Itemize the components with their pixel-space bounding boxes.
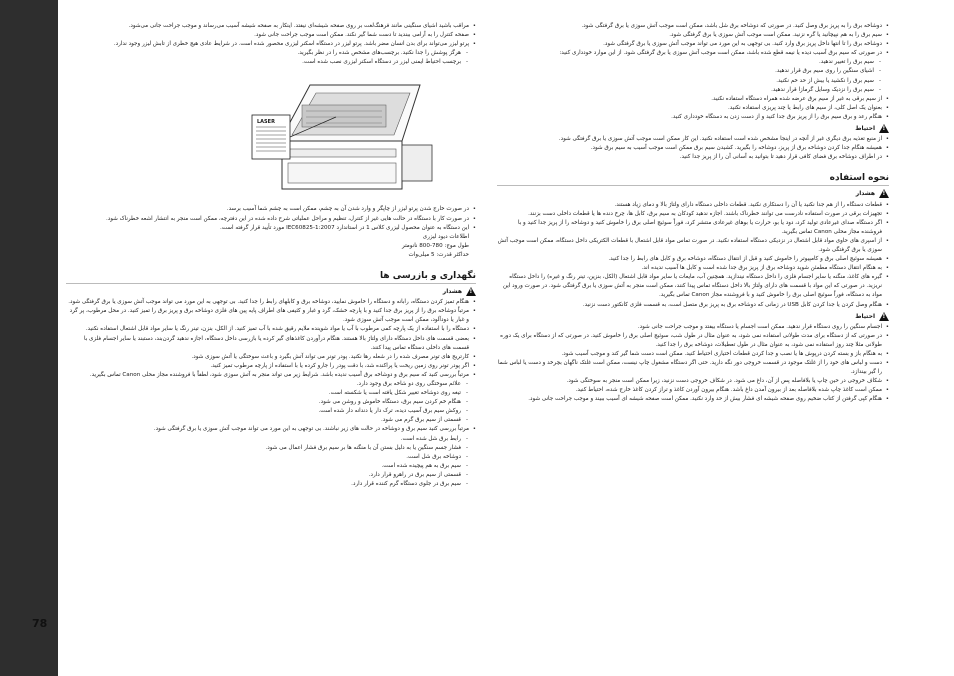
laser-spec-line: طول موج: 780-800 نانومتر — [401, 242, 469, 249]
list-subitem: - قسمتی از سیم برق در راهرو قرار دارد. — [66, 471, 476, 480]
list-subitem: - سیم برق را نکشید یا بیش از حد خم نکنید. — [497, 77, 889, 86]
list-item: • دوشاخه برق را به پریز برق وصل کنید. در صورتی که دوشاخه برق شل باشد، ممکن است موجب آتش سوزی یا برق گرفتگی شود. — [497, 22, 889, 31]
list-subitem: - قسمتی از سیم برق گرم می شود. — [66, 416, 476, 425]
list-subitem: - دوشاخه برق شل است. — [66, 453, 476, 462]
list-subitem: - علائم سوختگی روی دو شاخه برق وجود دارد. — [66, 380, 476, 389]
printer-illustration-icon — [250, 71, 440, 199]
caution-icon — [879, 312, 889, 321]
list-item: • به هنگام باز و بسته کردن درپوش ها یا نصب و جدا کردن قطعات اختیاری احتیاط کنید. ممکن است دست شما گیر کند و موجب آسیب شود. — [497, 350, 889, 359]
laser-spec-line: اطلاعات دیود لیزری — [422, 233, 469, 240]
left-column — [66, 22, 476, 489]
caution-callout: ! احتیاط — [497, 124, 889, 133]
list-item: • هنگام وصل کردن یا جدا کردن کابل USB در زمانی که دوشاخه برق به پریز برق متصل است، به قسمت فلزی کانکتور دست نزنید. — [497, 301, 889, 310]
left-warning-list — [66, 298, 476, 380]
list-subitem: - سیم برق را نزدیک وسایل گرمازا قرار ندهید. — [497, 86, 889, 95]
list-item: • تجهیزات برقی در صورت استفاده نادرست می توانند خطرناک باشند. اجازه ندهید کودکان به سیم برق، کابل ها، چرخ دنده ها یا قطعات داخلی دست بزنند. — [497, 210, 889, 219]
warning-icon — [879, 189, 889, 198]
list-item: • مراقب باشید اشیای سنگینی مانند فرهنگ‌لغت بر روی صفحه شیشه‌ای نیفتد. اینکار به صفحه شیشه آسیب می‌رساند و موجب جراحت جانی می‌شود. — [66, 22, 476, 31]
list-item: • از سیم برقی به غیر از سیم برق عرضه شده همراه دستگاه استفاده نکنید. — [497, 95, 889, 104]
page-number: 78 — [32, 617, 48, 630]
list-item: • در صورت کار با دستگاه در حالت هایی غیر از کنترل، تنظیم و مراحل عملیاتی شرح داده شده در این دفترچه، ممکن است منجر به انتشار اشعه خطرناک شود. — [66, 215, 476, 224]
list-item: • بعضی قسمت های داخل دستگاه دارای ولتاژ بالا هستند. هنگام درآوردن کاغذهای گیر کرده یا بازرسی داخل دستگاه، اجازه ندهید گردن‌بند، دستبند یا سایر اجسام فلزی با قسمت های داخلی دستگاه تماس پیدا کنند. — [66, 335, 476, 353]
section-heading-maintenance: نگهداری و بازرسی ها — [66, 270, 476, 284]
list-subitem: - رابط برق شل شده است. — [66, 435, 476, 444]
list-item: • اگر دستگاه صدای غیرعادی تولید کرد، دود یا بو، حرارت یا بوهای غیرعادی منتشر کرد، فوراً سوئیچ اصلی برق را خاموش کنید و دوشاخه را از پریز جدا کنید و با فروشنده مجاز محلی Canon تماس بگیرید. — [497, 219, 889, 237]
list-subitem: - فشار جسم سنگین یا به دلیل بستن آن با منگنه ها بر سیم برق فشار اعمال می شود. — [66, 444, 476, 453]
list-item: • قطعات دستگاه را از هم جدا نکنید یا آن را دستکاری نکنید. قطعات داخلی دستگاه دارای ولتاژ بالا و دمای زیاد هستند. — [497, 201, 889, 210]
right-usage-list — [497, 201, 889, 310]
list-item: • در صورتی که از دستگاه برای مدت طولانی استفاده نمی شود، به عنوان مثال در طول شب، سوئیچ اصلی برق را خاموش کنید. در صورتی که از دستگاه برای یک دوره طولانی مثلا چند روز استفاده نمی شود، به عنوان مثال در طول تعطیلات، دوشاخه برق را جدا کنید. — [497, 332, 889, 350]
warning-callout: ! هشدار — [66, 287, 476, 296]
list-subitem: - هنگام خم کردن سیم برق، دستگاه خاموش و روشن می شود. — [66, 398, 476, 407]
list-item: • اگر پودر تونر روی زمین ریخت یا پراکنده شد، با دقت پودر را جارو کرده یا با استفاده از پارچه مرطوب تمیز کنید. — [66, 362, 476, 371]
right-top-sublist — [497, 58, 889, 94]
list-item: • اجسام سنگین را روی دستگاه قرار ندهید. ممکن است اجسام یا دستگاه بیفتد و موجب جراحت جانی شود. — [497, 323, 889, 332]
list-item: • به هنگام انتقال دستگاه مطمئن شوید دوشاخه برق از پریز برق جدا شده است و کابل ها آسیب ندیده اند. — [497, 264, 889, 273]
warning-icon — [466, 287, 476, 296]
caution-icon — [879, 124, 889, 133]
list-subitem: - هرگز پوشش را جدا نکنید. برچسب‌های مشخص شده را در نظر بگیرید. — [66, 49, 476, 58]
laser-spec-line: حداکثر قدرت: 5 میلی‌وات — [408, 251, 469, 258]
list-item: • هنگام رعد و برق سیم برق را از پریز برق جدا کنید و از دست زدن به دستگاه خودداری کنید. — [497, 113, 889, 122]
list-item: • در اطراف دوشاخه برق فضای کافی قرار دهید تا بتوانید به آسانی آن را از پریز جدا کنید. — [497, 153, 889, 162]
list-subitem: - برچسب احتیاط ایمنی لیزر در دستگاه اسکنر لیزری نصب شده است. — [66, 58, 476, 67]
figure-label-text: LASER — [257, 119, 275, 126]
list-item: • همیشه سوئیچ اصلی برق و کامپیوتر را خاموش کنید و قبل از انتقال دستگاه، دوشاخه برق و کابل های رابط را جدا کنید. — [497, 255, 889, 264]
left-more-list — [66, 425, 476, 434]
list-item: • از اسپری های حاوی مواد قابل اشتعال در نزدیکی دستگاه استفاده نکنید. در صورت تماس مواد قابل اشتعال با قطعات الکتریکی داخل دستگاه، ممکن است موجب آتش سوزی یا برق گرفتگی شود. — [497, 237, 889, 255]
list-item: • دستگاه را با استفاده از یک پارچه کمی مرطوب با آب یا مواد شوینده ملایم رقیق شده با آب تمیز کنید. از الکل، بنزن، تینر رنگ یا سایر مواد قابل اشتعال استفاده نکنید. — [66, 325, 476, 334]
list-item: • این دستگاه به عنوان محصول لیزری کلاس 1 در استاندارد IEC60825-1:2007 مورد تأیید قرار گرفته است. — [66, 224, 476, 233]
list-item: • از منبع تغذیه برق دیگری غیر از آنچه در اینجا مشخص شده است استفاده نکنید. این کار ممکن است موجب آتش سوزی یا برق گرفتگی شود. — [497, 135, 889, 144]
left-mid-list — [66, 205, 476, 232]
left-bottom-sublist — [66, 435, 476, 490]
right-caution2-list — [497, 323, 889, 405]
list-item: • شکاف خروجی در حین چاپ یا بلافاصله پس از آن، داغ می شود. در شکاف خروجی دست نزنید، زیرا ممکن است منجر به سوختگی شود. — [497, 377, 889, 386]
list-item: • بعنوان یک اصل کلی، از سیم های رابط یا چند پریزی استفاده نکنید. — [497, 104, 889, 113]
list-item: • در صورتی که سیم برق آسیب دیده یا نیمه قطع شده باشد، ممکن است موجب آتش سوزی یا برق گرفتگی شود. از این موارد خودداری کنید: — [497, 49, 889, 58]
left-top-sublist — [66, 49, 476, 67]
right-column — [497, 22, 889, 405]
list-item: • مرتباً بررسی کنید که سیم برق و دوشاخه برق آسیب ندیده باشد. شرایط زیر می تواند منجر به آتش سوزی شود، لطفاً با فروشنده مجاز محلی Canon تماس بگیرید. — [66, 371, 476, 380]
list-item: • ممکن است کاغذ چاپ شده بلافاصله بعد از بیرون آمدن داغ باشد. هنگام بیرون آوردن کاغذ و تراز کردن کاغذ خارج شده، احتیاط کنید. — [497, 386, 889, 395]
list-subitem: - تیغه روی دوشاخه تغییر شکل یافته است یا شکسته است. — [66, 389, 476, 398]
list-subitem: - سیم برق در جلوی دستگاه گرم کننده قرار دارد. — [66, 480, 476, 489]
page-sidebar-bar — [0, 0, 58, 676]
left-top-list — [66, 22, 476, 49]
list-item: • صفحه کنترل را به آرامی ببندید تا دست شما گیر نکند. ممکن است موجب جراحت جانی شود. — [66, 31, 476, 40]
list-item: • دست و لباس های خود را از غلتک موجود در قسمت خروجی دور نگه دارید. حتی اگر دستگاه مشغول چاپ نیست، ممکن است غلتک ناگهان بچرخد و دست یا لباس شما را گیر بیندازد. — [497, 359, 889, 377]
list-item: • مرتباً دوشاخه برق را از پریز برق جدا کنید و با پارچه خشک، گرد و غبار و کثیفی های اطراف پایه پین های فلزی دوشاخه برق و پریز برق را تمیز کنید. در محل مرطوب، پر گرد و غبار یا دودآلود، ممکن است موجب آتش سوزی شود. — [66, 307, 476, 325]
list-item: • هنگام تمیز کردن دستگاه، رابانه و دستگاه را خاموش نمایید، دوشاخه برق و کابلهای رابط را جدا کنید. بی توجهی به این مورد می تواند موجب آتش سوزی یا برق گرفتگی شود. — [66, 298, 476, 307]
caution-callout-2: ! احتیاط — [497, 312, 889, 321]
list-subitem: - سیم برق به هم پیچیده شده است. — [66, 462, 476, 471]
list-item: • در صورت خارج شدن پرتو لیزر از چاپگر و وارد شدن آن به چشم، ممکن است به چشم شما آسیب برسد. — [66, 205, 476, 214]
list-item: • هنگام کپی گرفتن از کتاب ضخیم روی صفحه شیشه ای فشار بیش از حد وارد نکنید. ممکن است صفحه شیشه ای آسیب ببیند و موجب جراحت جانی شود. — [497, 395, 889, 404]
list-item: • همیشه هنگام جدا کردن دوشاخه برق از پریز، دوشاخه را بگیرید. کشیدن سیم برق ممکن است موجب آسیب به سیم برق شود. — [497, 144, 889, 153]
right-top-list — [497, 22, 889, 58]
list-item: • دوشاخه برق را تا انتها داخل پریز برق وارد کنید. بی توجهی به این مورد می تواند موجب آتش سوزی یا برق گرفتگی شود. — [497, 40, 889, 49]
list-item: • سیم برق را به هم نپیچانید یا گره نزنید. ممکن است موجب آتش سوزی یا برق گرفتگی شود. — [497, 31, 889, 40]
right-mid-list — [497, 95, 889, 122]
section-heading-usage: نحوه استفاده — [497, 172, 889, 186]
left-condition-sublist — [66, 380, 476, 425]
list-subitem: - اشیای سنگین را روی سیم برق قرار ندهید. — [497, 67, 889, 76]
laser-specs-list — [66, 233, 476, 260]
list-item: • گیره های کاغذ، منگنه یا سایر اجسام فلزی را داخل دستگاه نیندازید. همچنین آب، مایعات یا سایر مواد قابل اشتعال (الکل، بنزین، تینر رنگ و غیره) را داخل دستگاه نریزید. در صورتی که این مواد با قسمت های دارای ولتاژ بالا داخل دستگاه تماس پیدا کنند، ممکن است منجر به آتش سوزی یا برق گرفتگی شود. در صورت ورود این مواد به دستگاه، فوراً سوئیچ اصلی برق را خاموش کنید و با فروشنده مجاز Canon تماس بگیرید. — [497, 273, 889, 300]
warning-callout-2: ! هشدار — [497, 189, 889, 198]
list-item: • کارتریج های تونر مصرف شده را در شعله رها نکنید. پودر تونر می تواند آتش بگیرد و باعث سوختگی یا آتش سوزی شود. — [66, 353, 476, 362]
list-item: • مرتباً بررسی کنید سیم برق و دوشاخه در حالت های زیر نباشند. بی توجهی به این مورد می تواند موجب آتش سوزی یا برق گرفتگی شود. — [66, 425, 476, 434]
list-subitem: - سیم برق را تغییر ندهید. — [497, 58, 889, 67]
list-item: • پرتو لیزر می‌تواند برای بدن انسان مضر باشد. پرتو لیزر در دستگاه اسکنر لیزری محصور شده است. در شرایط عادی هیچ خطری از تابش لیزر وجود ندارد. — [66, 40, 476, 49]
list-subitem: - روکش سیم برق آسیب دیده، ترک دار یا دندانه دار شده است. — [66, 407, 476, 416]
right-caution-list — [497, 135, 889, 162]
printer-figure — [250, 71, 440, 199]
